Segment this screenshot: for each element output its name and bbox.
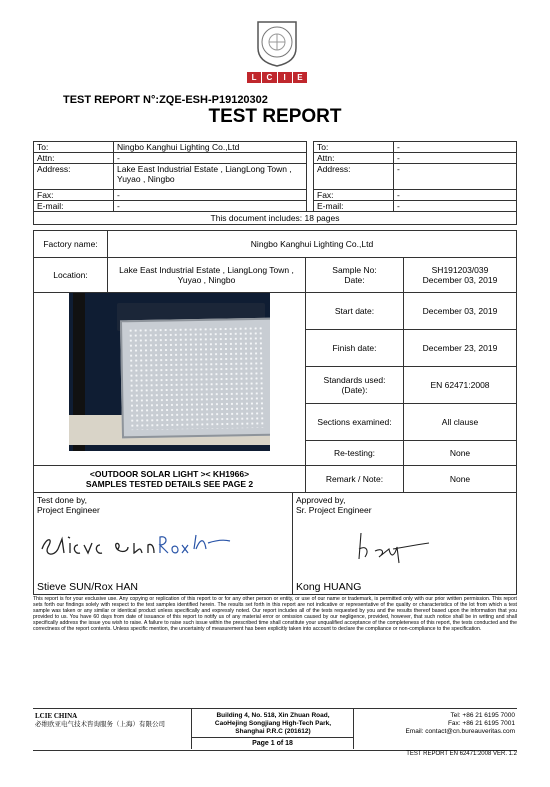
standards-label-cell — [305, 366, 404, 404]
product-name: <OUTDOOR SOLAR LIGHT >< KH1966> — [89, 469, 250, 479]
footer-company-cn: 必维欧亚电气技术咨询服务（上海）有限公司 — [35, 721, 165, 728]
spacer — [307, 201, 314, 212]
approver-title: Sr. Project Engineer — [296, 505, 372, 515]
fax-value: - — [114, 190, 307, 201]
retesting-label: Re-testing: — [305, 440, 404, 466]
sample-value-cell — [403, 257, 517, 293]
factory-name-value: Ningbo Kanghui Lighting Co.,Ltd — [107, 230, 517, 258]
remark-label: Remark / Note: — [305, 465, 404, 493]
lcie-logo: L C I E — [247, 72, 307, 83]
samples-note: SAMPLES TESTED DETAILS SEE PAGE 2 — [85, 479, 254, 489]
standards-label: Standards used: — [323, 375, 386, 385]
product-photo — [69, 293, 270, 451]
spacer — [307, 190, 314, 201]
footer-company: LCIE CHINA — [35, 712, 78, 720]
sample-no-value: SH191203/039 — [431, 265, 489, 275]
footer-divider — [353, 709, 354, 737]
email-value-right: - — [394, 201, 517, 212]
address-label-right: Address: — [314, 164, 394, 190]
remark-value: None — [403, 465, 517, 493]
sections-label: Sections examined: — [305, 403, 404, 441]
retesting-value: None — [403, 440, 517, 466]
sample-label-cell — [305, 257, 404, 293]
page-count-note: This document includes: 18 pages — [34, 212, 517, 225]
footer-contact: Tel: +86 21 6195 7000 Fax: +86 21 6195 7001 Email: contact@cn.bureauveritas.com — [405, 712, 515, 735]
tester-title: Project Engineer — [37, 505, 100, 515]
footer — [33, 708, 517, 751]
standards-date-label: (Date): — [341, 385, 368, 395]
fax-label: Fax: — [34, 190, 114, 201]
attn-value: - — [114, 153, 307, 164]
sample-date-value: December 03, 2019 — [422, 275, 498, 285]
attn-value-right: - — [394, 153, 517, 164]
approved-by-label: Approved by, — [296, 495, 346, 505]
legal-disclaimer: This report is for your exclusive use. Any copying or replication of this report to or for any other person or entity, or use of our name or trademark, is permitted only with our prior written permission. This report sets forth our findings solely with respect to the test samples identified herein. The results set forth in this report are not indicative or representative of the quality or characteristics of the lot from which a test sample was taken or any similar or identical product unless specifically and expressly noted. Our report includes all of the tests requested by you and the results thereof based upon the information that you provided to us. You have 60 days from date of issuance of this report to notify us of any material error or omission caused by our negligence, provided, however, that such notice shall be in writing and shall specifically address the issue you wish to raise. A failure to raise such issue within the prescribed time shall constitute your unqualified acceptance of the completeness of this report, the tests conducted and the correctness of the report contents. Unless specific mention, the uncertainty of measurement has been explicitly taken into account to declare the compliance or non-compliance to the specification. — [33, 596, 517, 633]
finish-date-value: December 23, 2019 — [403, 329, 517, 367]
footer-address: Building 4, No. 518, Xin Zhuan Road, CaoHejing Songjiang High-Tech Park, Shanghai P.R.C (201612) — [214, 712, 332, 735]
address-label: Address: — [34, 164, 114, 190]
footer-divider — [191, 709, 192, 737]
email-label-right: E-mail: — [314, 201, 394, 212]
finish-date-label: Finish date: — [305, 329, 404, 367]
start-date-label: Start date: — [305, 292, 404, 330]
email-label: E-mail: — [34, 201, 114, 212]
tester-signature — [36, 523, 246, 563]
to-value: Ningbo Kanghui Lighting Co.,Ltd — [114, 142, 307, 153]
page-number: Page 1 of 18 — [191, 737, 354, 749]
address-value: Lake East Industrial Estate , LiangLong Town , Yuyao , Ningbo — [114, 164, 307, 190]
page-title: TEST REPORT — [208, 106, 342, 127]
attn-label-right: Attn: — [314, 153, 394, 164]
document-version: TEST REPORT EN 62471:2008 VER. 1.2 — [406, 751, 517, 757]
sections-value: All clause — [403, 403, 517, 441]
spacer — [307, 153, 314, 164]
to-label: To: — [34, 142, 114, 153]
to-label-right: To: — [314, 142, 394, 153]
to-value-right: - — [394, 142, 517, 153]
sample-no-label: Sample No: — [332, 265, 377, 275]
address-table — [33, 141, 517, 225]
product-caption — [33, 465, 306, 493]
bureau-veritas-seal-logo — [254, 18, 300, 68]
factory-name-label: Factory name: — [33, 230, 108, 258]
report-number: TEST REPORT N°:ZQE-ESH-P19120302 — [63, 94, 268, 106]
approver-signature — [353, 527, 443, 567]
address-value-right: - — [394, 164, 517, 190]
approver-name: Kong HUANG — [296, 581, 362, 593]
fax-label-right: Fax: — [314, 190, 394, 201]
tester-name: Stieve SUN/Rox HAN — [37, 581, 138, 593]
test-done-by-label: Test done by, — [37, 495, 87, 505]
fax-value-right: - — [394, 190, 517, 201]
approver-signature-cell — [292, 492, 517, 595]
email-value: - — [114, 201, 307, 212]
attn-label: Attn: — [34, 153, 114, 164]
spacer — [307, 164, 314, 190]
start-date-value: December 03, 2019 — [403, 292, 517, 330]
standards-value: EN 62471:2008 — [403, 366, 517, 404]
location-label: Location: — [33, 257, 108, 293]
led-panel — [120, 318, 270, 439]
spacer — [307, 142, 314, 153]
sample-date-label: Date: — [344, 275, 365, 285]
tester-signature-cell — [33, 492, 293, 595]
location-value: Lake East Industrial Estate , LiangLong Town , Yuyao , Ningbo — [107, 257, 306, 293]
